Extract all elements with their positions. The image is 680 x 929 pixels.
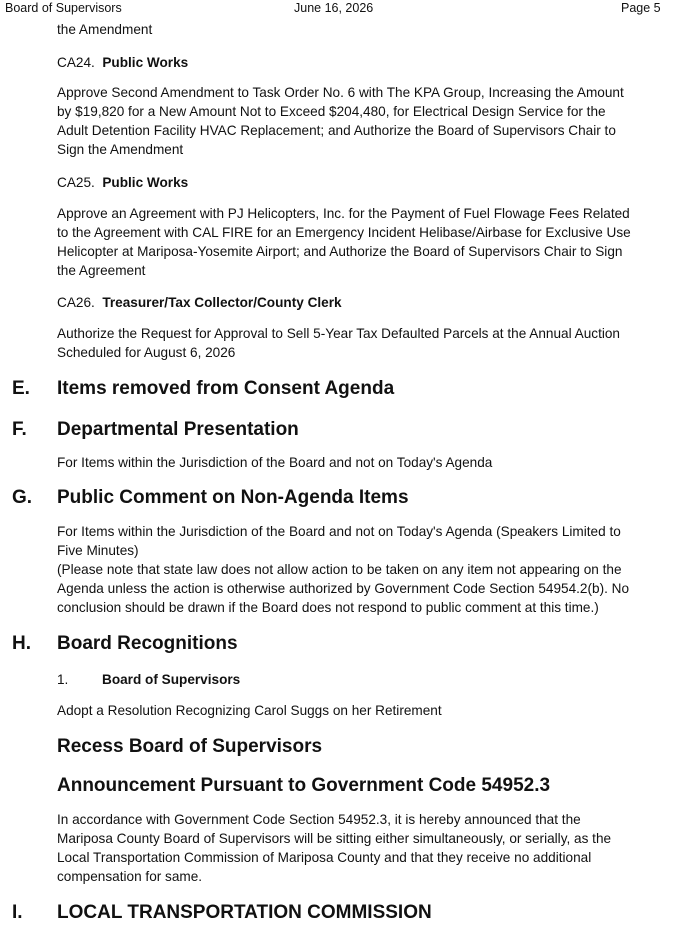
consent-item-ca25-heading: [57, 175, 188, 190]
item-department: Treasurer/Tax Collector/County Clerk: [102, 295, 342, 310]
text-line: Authorize the Request for Approval to Sell 5-Year Tax Defaulted Parcels at the Annual Auction: [57, 326, 620, 341]
text-line: (Please note that state law does not allow action to be taken on any item not appearing on the: [57, 562, 622, 577]
text-line: Helicopter at Mariposa-Yosemite Airport; and Authorize the Board of Supervisors Chair to Sign: [57, 244, 623, 259]
text-line: the Agreement: [57, 263, 146, 278]
text-line: Mariposa County Board of Supervisors will be sitting either simultaneously, or serially, as the: [57, 831, 612, 846]
consent-item-ca26-heading: [57, 295, 342, 310]
item-number: CA24.: [57, 55, 95, 70]
section-e-letter: E.: [12, 378, 30, 399]
text-line: Approve Second Amendment to Task Order No. 6 with The KPA Group, Increasing the Amount: [57, 85, 624, 100]
text-line: Local Transportation Commission of Mariposa County and that they receive no additional: [57, 850, 592, 865]
section-h-item-number: 1.: [57, 672, 69, 687]
text-line: Approve an Agreement with PJ Helicopters, Inc. for the Payment of Fuel Flowage Fees Related: [57, 206, 630, 221]
text-line: In accordance with Government Code Section 54952.3, it is hereby announced that the: [57, 812, 581, 827]
section-g-title: Public Comment on Non-Agenda Items: [57, 487, 409, 508]
announcement-title: Announcement Pursuant to Government Code 54952.3: [57, 775, 551, 796]
header-page-number: Page 5: [621, 1, 661, 15]
section-h-item-text: Adopt a Resolution Recognizing Carol Suggs on her Retirement: [57, 703, 442, 718]
text-line: Adult Detention Facility HVAC Replacement; and Authorize the Board of Supervisors Chair to: [57, 123, 616, 138]
section-g-letter: G.: [12, 487, 33, 508]
section-e-title: Items removed from Consent Agenda: [57, 378, 395, 399]
consent-item-ca24-heading: [57, 55, 188, 70]
header-date: June 16, 2026: [294, 1, 374, 15]
section-g-text: [57, 522, 659, 617]
section-f-title: Departmental Presentation: [57, 419, 299, 440]
section-f-text: For Items within the Jurisdiction of the Board and not on Today's Agenda: [57, 455, 493, 470]
text-line: by $19,820 for a New Amount Not to Exceed $204,480, for Electrical Design Service for the: [57, 104, 606, 119]
text-line: conclusion should be drawn if the Board does not respond to public comment at this time.): [57, 600, 599, 615]
item-title: Board of Supervisors: [102, 672, 241, 687]
section-h-item-title: [102, 672, 240, 687]
section-h-title: Board Recognitions: [57, 633, 238, 654]
consent-item-ca24-text: [57, 83, 659, 159]
item-number: CA26.: [57, 295, 95, 310]
announcement-text: [57, 810, 659, 886]
section-f-letter: F.: [12, 419, 27, 440]
header-left: Board of Supervisors: [5, 1, 122, 15]
text-line: For Items within the Jurisdiction of the Board and not on Today's Agenda (Speakers Limited to: [57, 524, 621, 539]
section-i-title: LOCAL TRANSPORTATION COMMISSION: [57, 902, 432, 923]
text-line: Five Minutes): [57, 543, 139, 558]
consent-item-ca25-text: [57, 204, 659, 280]
text-line: to the Agreement with CAL FIRE for an Emergency Incident Helibase/Airbase for Exclusive Use: [57, 225, 631, 240]
section-h-letter: H.: [12, 633, 31, 654]
item-number: CA25.: [57, 175, 95, 190]
continuation-text: the Amendment: [57, 22, 153, 37]
item-department: Public Works: [102, 175, 189, 190]
consent-item-ca26-text: [57, 324, 659, 362]
text-line: compensation for same.: [57, 869, 203, 884]
text-line: Scheduled for August 6, 2026: [57, 345, 236, 360]
text-line: Agenda unless the action is otherwise authorized by Government Code Section 54954.2(b). No: [57, 581, 630, 596]
item-department: Public Works: [102, 55, 189, 70]
recess-title: Recess Board of Supervisors: [57, 736, 323, 757]
text-line: Sign the Amendment: [57, 142, 184, 157]
section-i-letter: I.: [12, 902, 23, 923]
